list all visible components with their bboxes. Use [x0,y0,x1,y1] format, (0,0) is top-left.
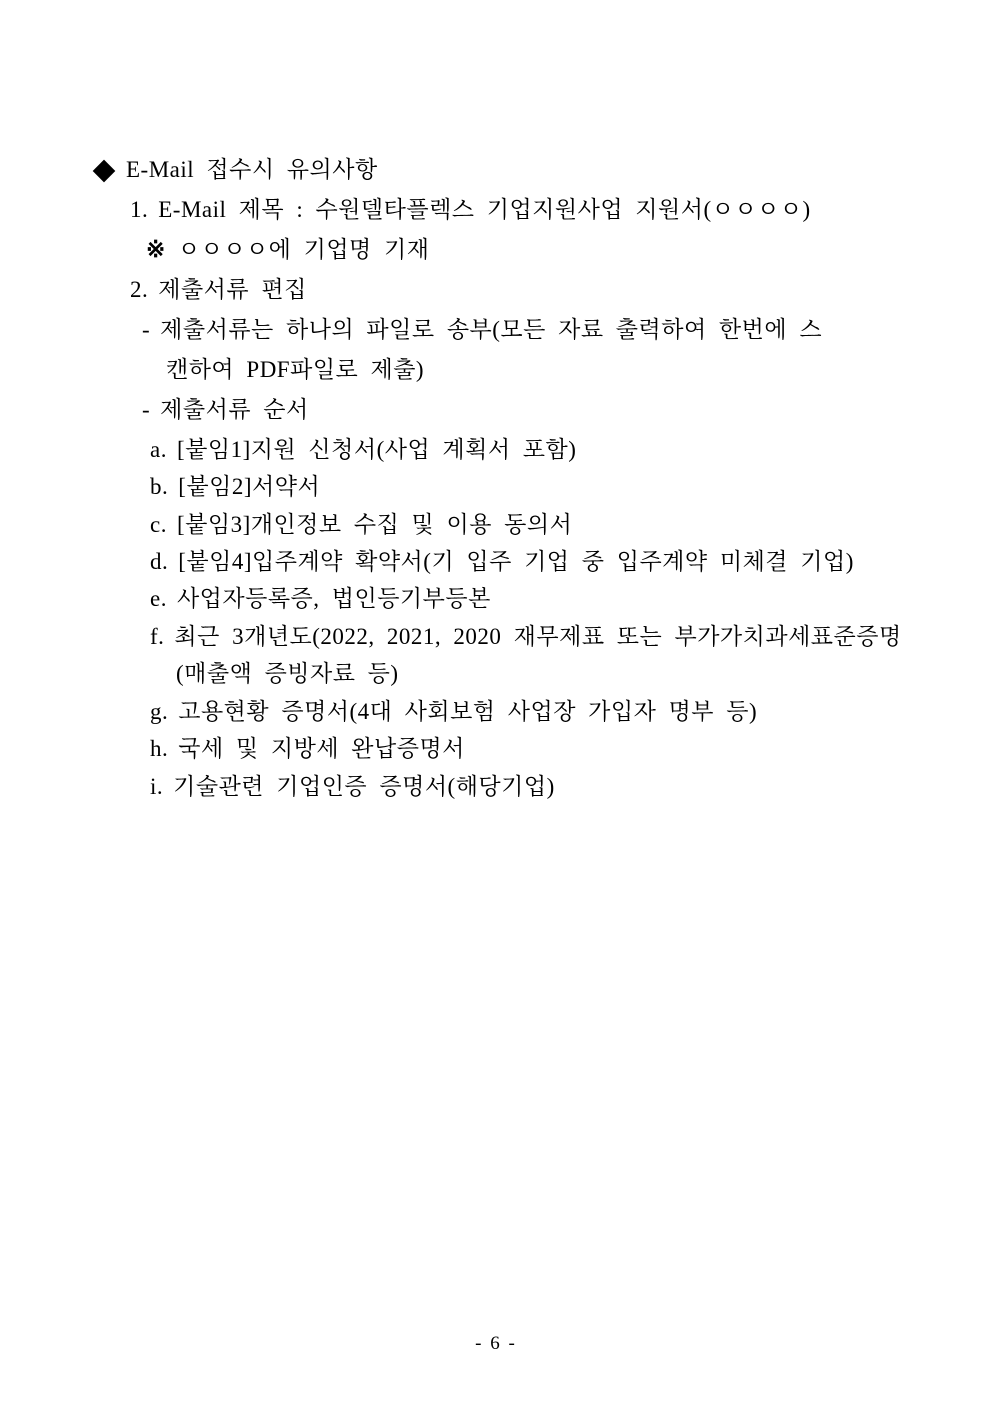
page-number: - 6 - [475,1333,517,1354]
note-text: ㅇㅇㅇㅇ에 기업명 기재 [177,237,430,262]
list-item-text: [붙임4]입주계약 확약서(기 입주 기업 중 입주계약 미체결 기업) [178,549,854,574]
item-email-subject [130,195,811,225]
list-mark: a. [150,437,167,462]
list-item-a [150,435,576,465]
item-document-editing [130,275,307,305]
list-item-h [150,734,465,764]
item-number: 2. [130,277,149,302]
list-item-e [150,584,491,614]
section-heading [92,155,378,185]
list-item-c [150,510,572,540]
list-mark: b. [150,474,169,499]
dash-item-single-file-continued [166,355,424,385]
list-mark: d. [150,549,169,574]
list-item-text: 기술관련 기업인증 증명서(해당기업) [173,774,555,799]
black-diamond-bullet-icon [93,159,116,182]
dash-item-text: 제출서류는 하나의 파일로 송부(모든 자료 출력하여 한번에 스 [160,317,823,342]
dash-item-single-file [142,315,822,345]
dash-item-text-continued: 캔하여 PDF파일로 제출) [166,357,425,382]
list-item-f-continued [176,659,399,689]
list-item-d [150,547,854,577]
list-item-f [150,622,902,652]
list-mark: e. [150,586,167,611]
item-text: E-Mail 제목 : 수원델타플렉스 기업지원사업 지원서(ㅇㅇㅇㅇ) [158,197,811,222]
list-item-g [150,697,757,727]
list-item-text: [붙임2]서약서 [178,474,321,499]
dash-mark: - [142,397,151,422]
section-heading-text: E-Mail 접수시 유의사항 [126,157,378,182]
list-item-text: 사업자등록증, 법인등기부등본 [176,586,491,611]
list-item-text: [붙임3]개인정보 수집 및 이용 동의서 [176,512,573,537]
list-mark: g. [150,699,169,724]
list-item-text: 고용현황 증명서(4대 사회보험 사업장 가입자 명부 등) [178,699,758,724]
list-item-b [150,472,320,502]
dash-mark: - [142,317,151,342]
list-mark: c. [150,512,167,537]
list-item-i [150,772,555,802]
list-mark: f. [150,624,165,649]
list-item-text: 국세 및 지방세 완납증명서 [178,736,465,761]
item-number: 1. [130,197,149,222]
list-item-text: [붙임1]지원 신청서(사업 계획서 포함) [176,437,577,462]
reference-mark-icon: ※ [146,237,166,262]
note-company-name [146,235,429,265]
list-mark: h. [150,736,169,761]
item-text: 제출서류 편집 [158,277,307,302]
dash-item-document-order [142,395,309,425]
list-item-text-continued: (매출액 증빙자료 등) [176,661,399,686]
list-item-text: 최근 3개년도(2022, 2021, 2020 재무제표 또는 부가가치과세표준증명 [174,624,902,649]
list-mark: i. [150,774,164,799]
dash-item-text: 제출서류 순서 [160,397,309,422]
